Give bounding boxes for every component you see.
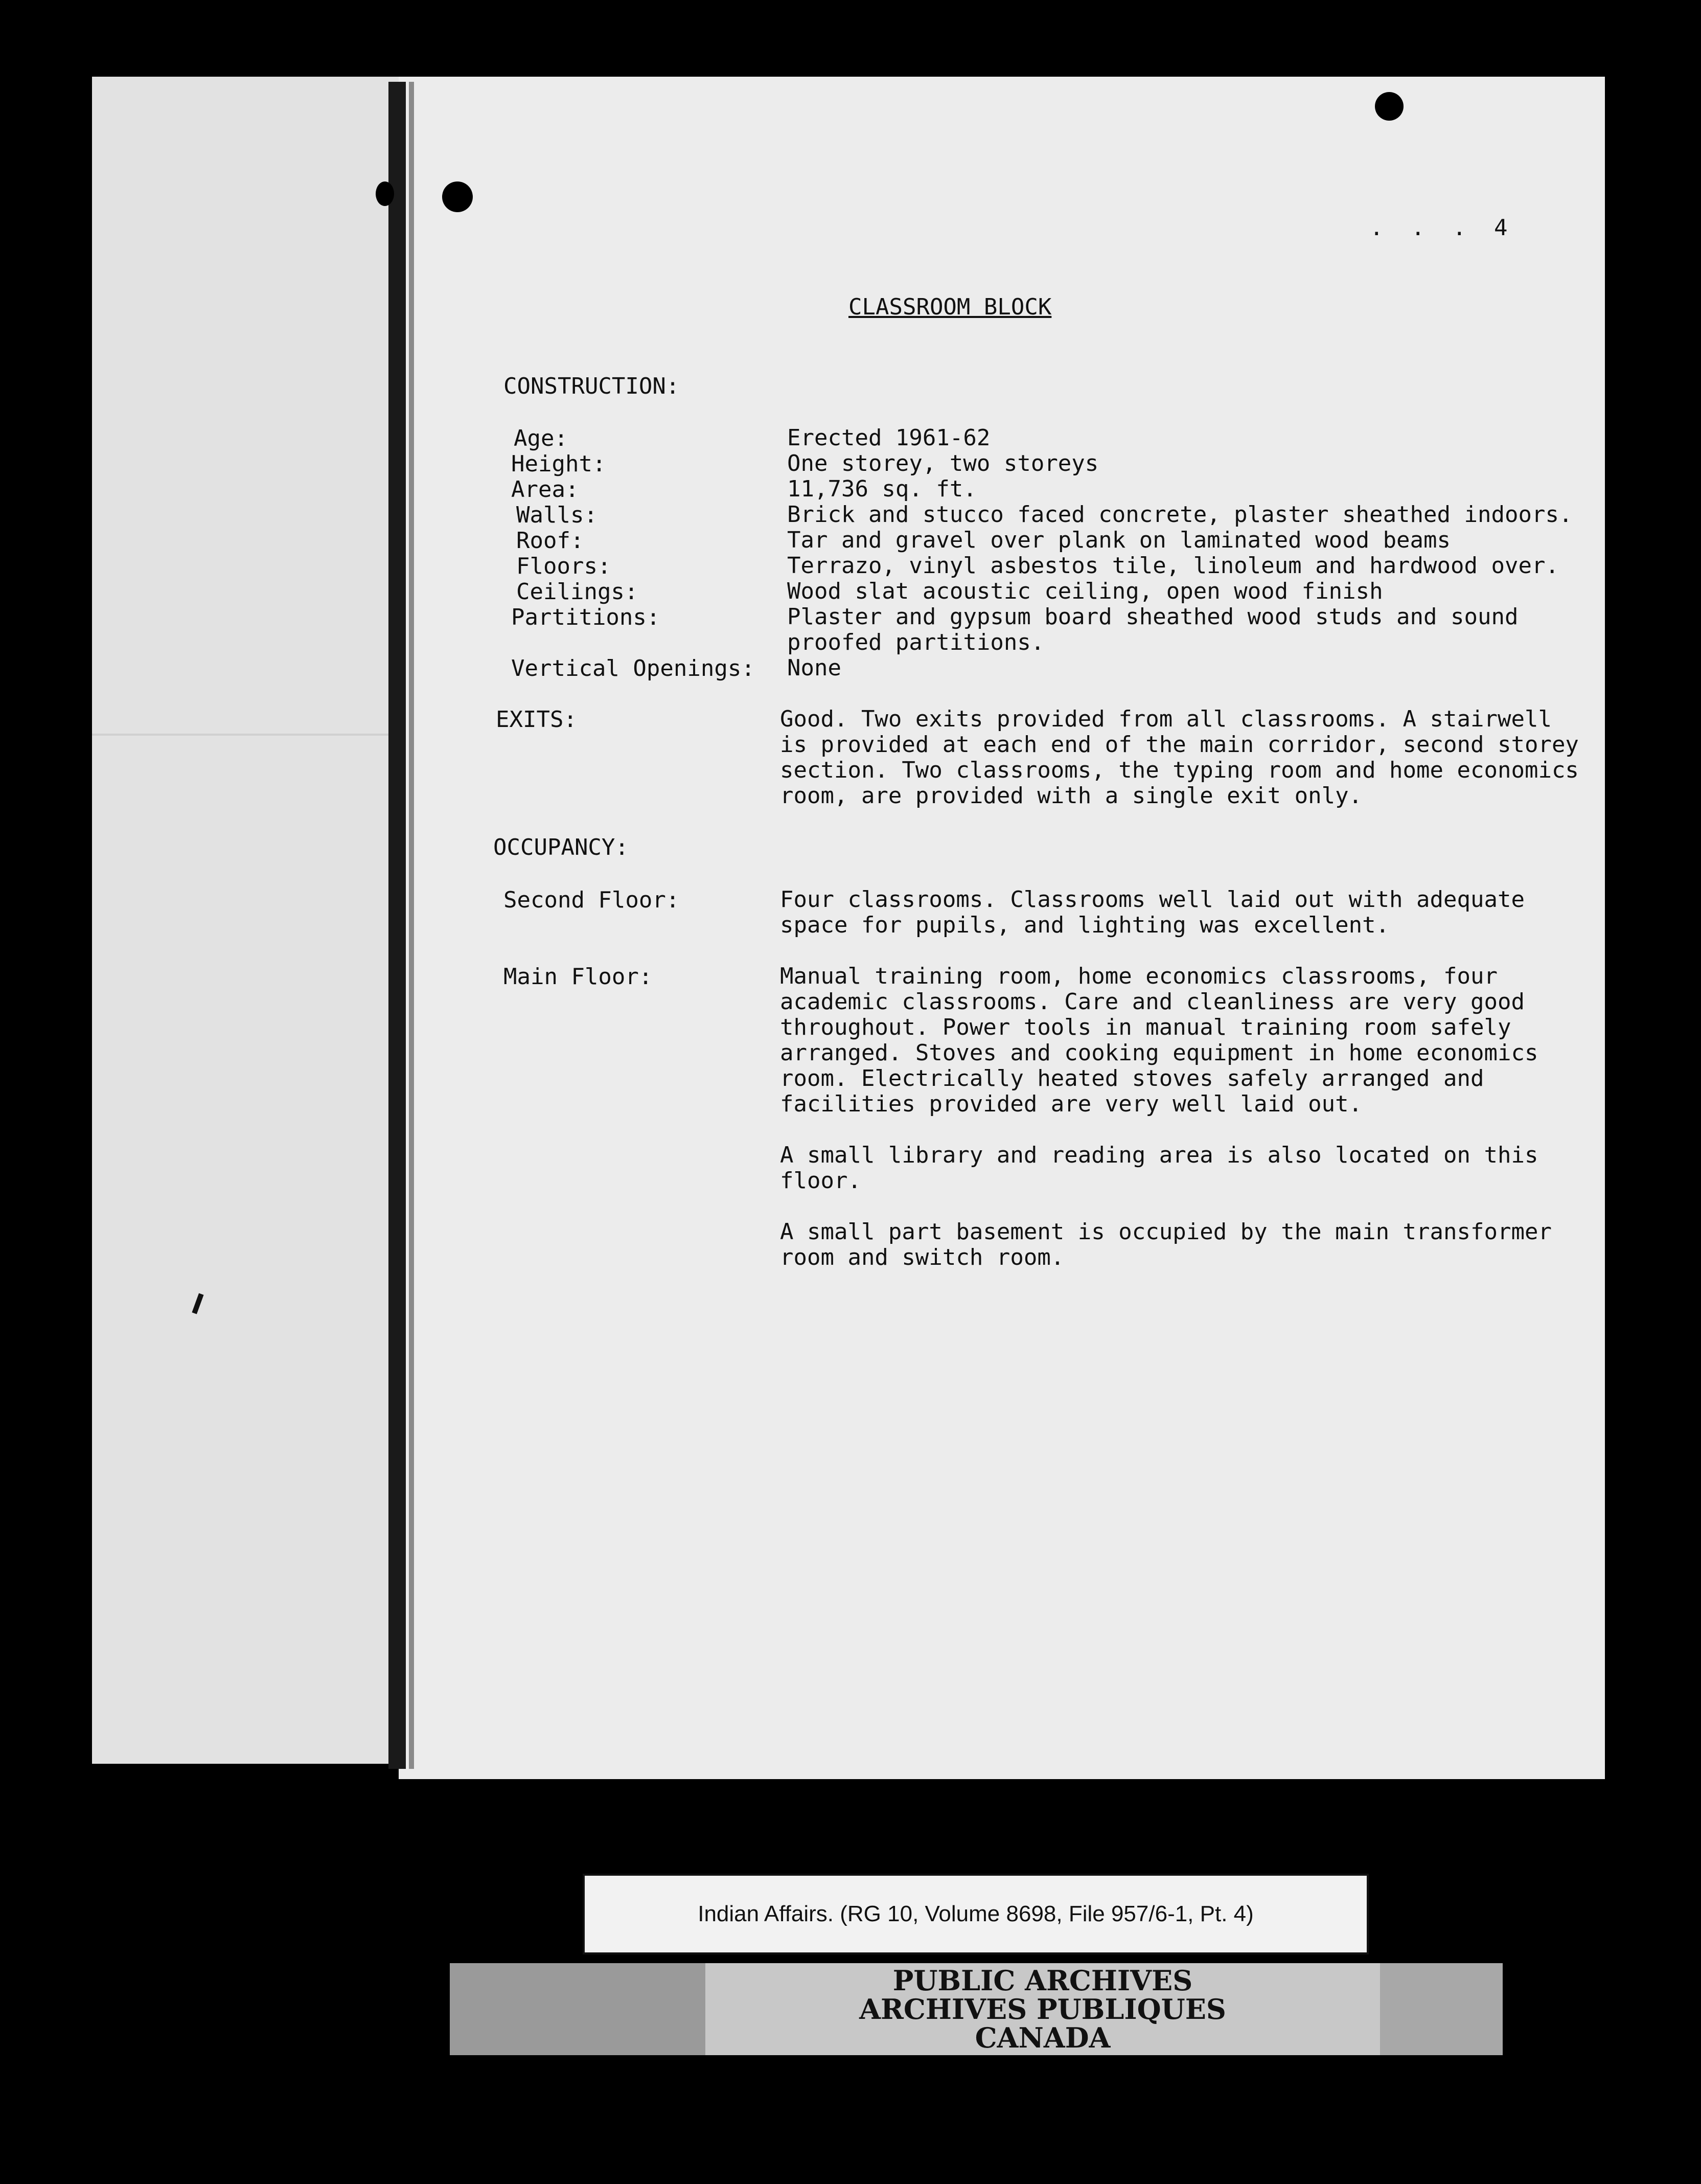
area-value: 11,736 sq. ft. (787, 476, 977, 502)
walls-label: Walls: (516, 502, 597, 528)
second-floor-text: Four classrooms. Classrooms well laid out with adequate space for pupils, and lighting was excellent. (780, 886, 1525, 938)
exits-text: Good. Two exits provided from all classrooms. A stairwell is provided at each end of the main corridor, second storey section. Two classrooms, the typing room and home economics room, are provided with a single exit only. (780, 706, 1579, 809)
ceilings-value: Wood slat acoustic ceiling, open wood finish (787, 578, 1383, 604)
age-value: Erected 1961-62 (787, 425, 991, 451)
archive-caption: Indian Affairs. (RG 10, Volume 8698, File 957/6-1, Pt. 4) (583, 1874, 1369, 1954)
partitions-label: Partitions: (511, 604, 660, 630)
floors-label: Floors: (516, 553, 611, 579)
height-label: Height: (511, 451, 606, 477)
stamp-line-3: CANADA (975, 2021, 1111, 2054)
partitions-value: Plaster and gypsum board sheathed wood studs and sound proofed partitions. (787, 604, 1519, 655)
stamp-text (705, 1963, 1380, 2055)
main-floor-text: Manual training room, home economics classrooms, four academic classrooms. Care and cleanliness are very good throughout. Power tools in manual training room safely arranged. Stoves and cooking equipment in home economics room. Electrically heated stoves safely arranged and facilities provided are very well laid out. (780, 963, 1538, 1117)
height-value: One storey, two storeys (787, 450, 1099, 476)
page-binding-edge (388, 82, 406, 1769)
page-title: CLASSROOM BLOCK (848, 294, 1052, 320)
roof-label: Roof: (516, 528, 584, 554)
ceilings-label: Ceilings: (516, 579, 638, 605)
basement-text: A small part basement is occupied by the main transformer room and switch room. (780, 1219, 1552, 1270)
age-label: Age: (514, 425, 568, 451)
construction-heading: CONSTRUCTION: (503, 373, 680, 399)
stamp-left-panel (450, 1963, 705, 2055)
second-floor-label: Second Floor: (503, 887, 680, 913)
walls-value: Brick and stucco faced concrete, plaster sheathed indoors. (787, 502, 1573, 528)
punch-hole-left (442, 181, 473, 212)
main-floor-label: Main Floor: (503, 964, 653, 990)
occupancy-heading: OCCUPANCY: (493, 834, 629, 860)
stamp-line-2: ARCHIVES PUBLIQUES (859, 1993, 1226, 2026)
vertical-openings-value: None (787, 655, 841, 681)
exits-heading: EXITS: (496, 707, 577, 733)
area-label: Area: (511, 476, 579, 503)
page-fold-line (92, 734, 440, 736)
punch-hole-top-right (1375, 92, 1404, 121)
archive-stamp (450, 1963, 1503, 2055)
stamp-right-panel (1380, 1963, 1503, 2055)
punch-hole-back (376, 181, 394, 206)
back-sheet (92, 77, 440, 1764)
library-text: A small library and reading area is also located on this floor. (780, 1142, 1538, 1194)
floors-value: Terrazo, vinyl asbestos tile, linoleum and hardwood over. (787, 553, 1559, 579)
page-binding-shadow (409, 82, 414, 1769)
roof-value: Tar and gravel over plank on laminated wood beams (787, 527, 1451, 553)
stamp-line-1: PUBLIC ARCHIVES (892, 1964, 1193, 1997)
page-number: . . . 4 (1370, 215, 1515, 241)
vertical-openings-label: Vertical Openings: (511, 655, 755, 681)
